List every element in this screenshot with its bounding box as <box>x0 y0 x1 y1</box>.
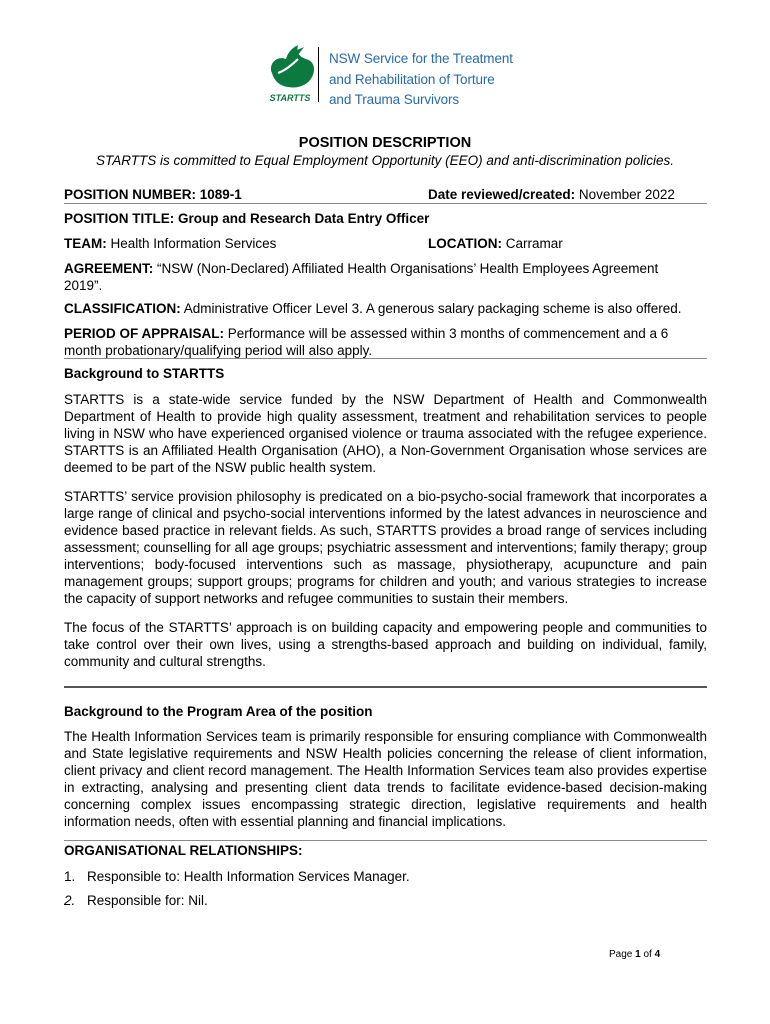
position-title-row: POSITION TITLE: Group and Research Data Entry Officer <box>64 211 430 226</box>
page-title: POSITION DESCRIPTION <box>298 135 472 151</box>
org-name: NSW Service for the Treatment and Rehabilitation of Torture and Trauma Survivors <box>329 51 513 107</box>
position-number: POSITION NUMBER: 1089-1 <box>64 187 242 202</box>
list-item: 1. Responsible to: Health Information Services Manager. <box>64 869 410 884</box>
eeo-statement: STARTTS is committed to Equal Employment Opportunity (EEO) and anti-discrimination policies. <box>96 153 674 168</box>
appraisal-row: PERIOD OF APPRAISAL: Performance will be assessed within 3 months of commencement and a 6 month probationary/qualifying period will also apply. <box>64 326 669 358</box>
startts-logo <box>258 43 322 105</box>
date-reviewed: Date reviewed/created: November 2022 <box>428 187 675 202</box>
location: LOCATION: Carramar <box>428 236 563 251</box>
logo-text: STARTTS <box>269 93 311 103</box>
divider <box>64 203 707 204</box>
section-heading: ORGANISATIONAL RELATIONSHIPS: <box>64 843 303 858</box>
divider <box>64 358 707 359</box>
divider <box>64 840 707 841</box>
paragraph: STARTTS is a state-wide service funded by the NSW Department of Health and Commonwealth Department of Health to provide high quality assessment, treatment and rehabilitation services to people living in NSW who have experienced organised violence or trauma associated with the refugee experience. STARTTS is an Affiliated Health Organisation (AHO), a Non-Government Organisation whose services are deemed to be part of the NSW public health system. <box>64 392 707 475</box>
bird-logo-icon <box>271 45 314 88</box>
paragraph: STARTTS’ service provision philosophy is predicated on a bio-psycho-social framework that incorporates a large range of clinical and psycho-social interventions informed by the latest advances in neuroscience and evidence based practice in relevant fields. As such, STARTTS provides a broad range of services including assessment; counselling for all age groups; psychiatric assessment and interventions; family therapy; group interventions; body-focused interventions such as massage, physiotherapy, acupuncture and pain management groups; support groups; programs for children and youth; and various strategies to increase the capacity of support networks and refugee communities to sustain their members. <box>64 489 707 606</box>
position-number-row <box>64 186 707 203</box>
section-divider <box>64 686 707 688</box>
section-heading: Background to STARTTS <box>64 366 225 381</box>
list-item: 2. Responsible for: Nil. <box>64 893 208 908</box>
page-number: Page 1 of 4 <box>609 949 661 960</box>
team-row: TEAM: Health Information Services LOCATION: Carramar <box>64 236 563 251</box>
classification-row: CLASSIFICATION: Administrative Officer Level 3. A generous salary packaging scheme is also offered. <box>64 301 682 316</box>
paragraph: The focus of the STARTTS’ approach is on building capacity and empowering people and communities to take control over their own lives, using a strengths-based approach and building on individual, family, community and cultural strengths. <box>64 620 707 669</box>
section-heading: Background to the Program Area of the position <box>64 704 373 719</box>
agreement-row: AGREEMENT: “NSW (Non-Declared) Affiliated Health Organisations’ Health Employees Agreement 2019”. <box>64 261 659 293</box>
paragraph: The Health Information Services team is primarily responsible for ensuring compliance with Commonwealth and State legislative requirements and NSW Health policies concerning the release of client information, client privacy and client record management. The Health Information Services team also provides expertise in extracting, analysing and presenting client data trends to facilitate evidence-based decision-making concerning complex issues encompassing strategic direction, legislative requirements and health information needs, often with essential planning and financial implications. <box>64 729 707 829</box>
logo-divider <box>318 47 319 102</box>
